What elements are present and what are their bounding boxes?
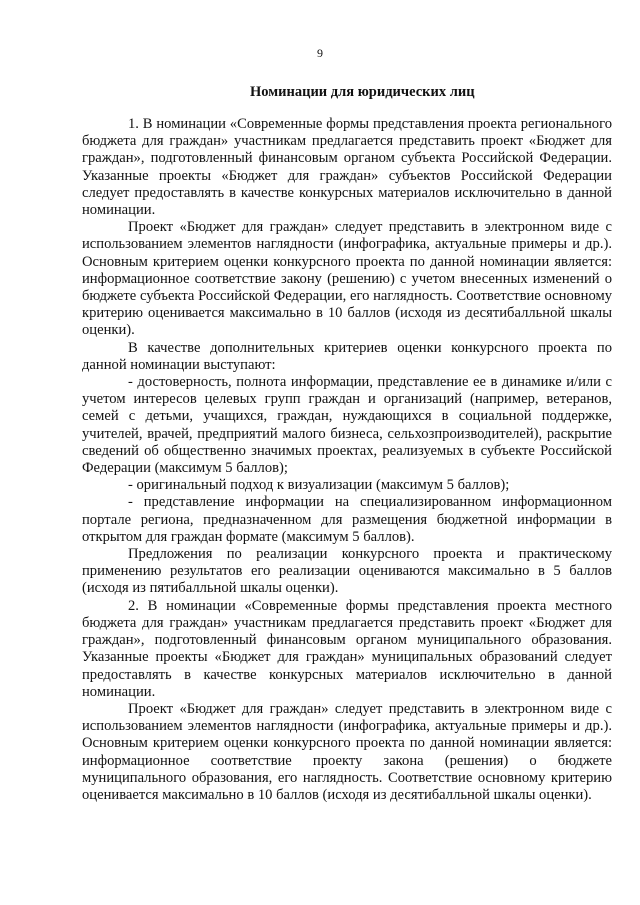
paragraph-electronic-form-municipal: Проект «Бюджет для граждан» следует представить в электронном виде с использованием элементов наглядности (инфографика, актуальные примеры и др.). Основным критерием оценки конкурсного проекта по данной номинации является: информационное соответствие проекту закона (решения) о бюджете муниципального образования, его наглядность. Соответствие основному критерию оценивается максимально в 10 баллов (исходя из десятибалльной шкалы оценки).: [82, 700, 612, 803]
page-number: 9: [317, 46, 323, 60]
list-item-reliability: - достоверность, полнота информации, представление ее в динамике и/или с учетом интересов целевых групп граждан и организаций (например, ветеранов, семей с детьми, учащихся, граждан, нуждающихся в социальной поддержке, учителей, врачей, предприятий малого бизнеса, сельхозпроизводителей), раскрытие сведений об общественно значимых проектах, реализуемых в субъекте Российской Федерации (максимум 5 баллов);: [82, 374, 612, 477]
paragraph-nomination-2: 2. В номинации «Современные формы представления проекта местного бюджета для граждан» участникам предлагается представить проект «Бюджет для граждан», подготовленный финансовым органом муниципального образования. Указанные проекты «Бюджет для граждан» муниципальных образований следует предоставлять в качестве конкурсных материалов исключительно в данной номинации.: [82, 597, 612, 700]
document-body: [82, 116, 612, 804]
paragraph-nomination-1: 1. В номинации «Современные формы представления проекта регионального бюджета для граждан» участникам предлагается представить проект «Бюджет для граждан», подготовленный финансовым органом субъекта Российской Федерации. Указанные проекты «Бюджет для граждан» субъектов Российской Федерации следует предоставлять в качестве конкурсных материалов исключительно в данной номинации.: [82, 116, 612, 219]
paragraph-additional-criteria: В качестве дополнительных критериев оценки конкурсного проекта по данной номинации выступают:: [82, 339, 612, 373]
list-item-visualization: - оригинальный подход к визуализации (максимум 5 баллов);: [128, 477, 510, 494]
section-heading: Номинации для юридических лиц: [250, 84, 475, 100]
list-item-portal: - представление информации на специализированном информационном портале региона, предназначенном для размещения бюджетной информации в открытом для граждан формате (максимум 5 баллов).: [82, 494, 612, 545]
paragraph-electronic-form-regional: Проект «Бюджет для граждан» следует представить в электронном виде с использованием элементов наглядности (инфографика, актуальные примеры и др.). Основным критерием оценки конкурсного проекта по данной номинации является: информационное соответствие закону (решению) с учетом внесенных изменений о бюджете субъекта Российской Федерации, его наглядность. Соответствие основному критерию оценивается максимально в 10 баллов (исходя из десятибалльной шкалы оценки).: [82, 219, 612, 339]
paragraph-proposals: Предложения по реализации конкурсного проекта и практическому применению результатов его реализации оцениваются максимально в 5 баллов (исходя из пятибалльной шкалы оценки).: [82, 546, 612, 597]
